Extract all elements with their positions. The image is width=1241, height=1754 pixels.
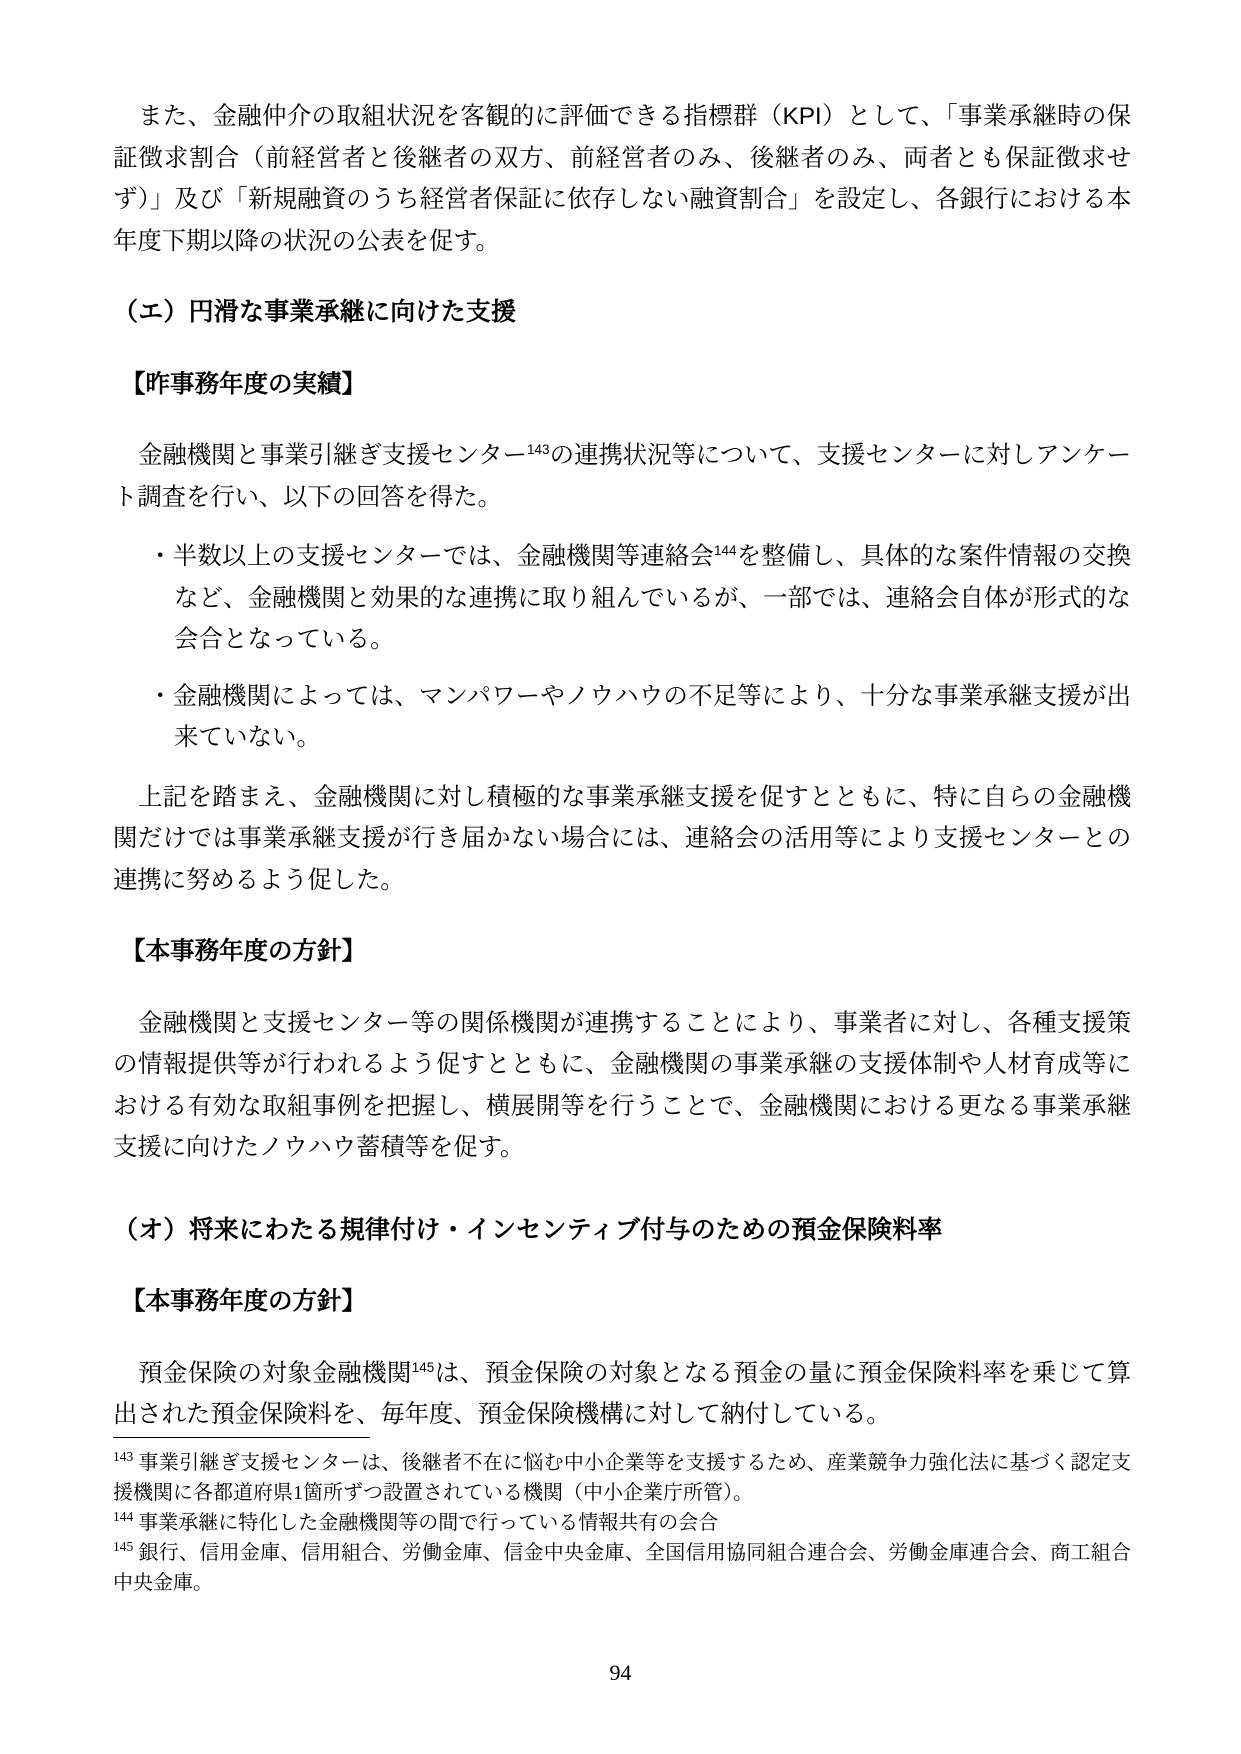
footnote-143 bbox=[113, 1448, 1131, 1508]
bullet-text-before-footnote: ・半数以上の支援センターでは、金融機関等連絡会 bbox=[148, 543, 715, 570]
paragraph-text-after-footnote: の連携状況等について、支援センターに対しアンケート調査を行い、以下の回答を得た。 bbox=[113, 442, 1131, 511]
paragraph-text-after-footnote: は、預金保険の対象となる預金の量に預金保険料率を乗じて算出された預金保険料を、毎年度、預金保険機構に対して納付している。 bbox=[113, 1359, 1131, 1428]
spacer bbox=[113, 973, 1131, 1003]
spacer bbox=[113, 661, 1131, 676]
section-heading-o: （オ）将来にわたる規律付け・インセンティブ付与のための預金保険料率 bbox=[113, 1215, 943, 1244]
footnote-145 bbox=[113, 1538, 1131, 1598]
footnote-number: 144 bbox=[113, 1509, 134, 1525]
spacer bbox=[113, 1323, 1131, 1353]
main-text-column bbox=[113, 96, 1131, 1436]
spacer bbox=[113, 901, 1131, 931]
bullet-list bbox=[113, 536, 1131, 759]
footnote-text: 事業承継に特化した金融機関等の間で行っている情報共有の会合 bbox=[138, 1512, 719, 1534]
current-year-paragraph-o bbox=[113, 1353, 1131, 1436]
spacer bbox=[113, 1251, 1131, 1281]
intro-paragraph: また、金融仲介の取組状況を客観的に評価できる指標群（KPI）として、「事業承継時の保証徴求割合（前経営者と後継者の双方、前経営者のみ、後継者のみ、両者とも保証徴求せず）」及び「新規融資のうち経営者保証に依存しない融資割合」を設定し、各銀行における本年度下期以降の状況の公表を促す。 bbox=[113, 103, 1131, 255]
spacer bbox=[113, 405, 1131, 435]
spacer bbox=[113, 262, 1131, 292]
paragraph-text-before-footnote: 預金保険の対象金融機関 bbox=[138, 1359, 412, 1387]
footnote-ref-145[interactable]: 145 bbox=[411, 1359, 435, 1375]
paragraph-text-before-footnote: 金融機関と事業引継ぎ支援センター bbox=[138, 442, 527, 469]
subheading-current-year-policy-e: 【本事務年度の方針】 bbox=[121, 938, 366, 965]
footnote-section bbox=[113, 1437, 1131, 1598]
footnote-separator-rule bbox=[113, 1437, 370, 1438]
bullet-text-after-footnote: を整備し、具体的な案件情報の交換など、金融機関と効果的な連携に取り組んでいるが、一部では、連絡会自体が形式的な会合となっている。 bbox=[174, 543, 1131, 653]
footnote-number: 143 bbox=[113, 1449, 134, 1465]
spacer bbox=[113, 759, 1131, 777]
footnote-text: 事業引継ぎ支援センターは、後継者不在に悩む中小企業等を支援するため、産業競争力強化法に基づく認定支援機関に各都道府県1箇所ずつ設置されている機関（中小企業庁所管）。 bbox=[113, 1452, 1131, 1504]
list-item bbox=[113, 536, 1131, 661]
bullet-text: ・金融機関によっては、マンパワーやノウハウの不足等により、十分な事業承継支援が出来ていない。 bbox=[148, 682, 1131, 751]
spacer bbox=[113, 518, 1131, 536]
page-number: 94 bbox=[609, 1660, 632, 1685]
footnote-ref-144[interactable]: 144 bbox=[714, 542, 737, 558]
current-year-paragraph-e: 金融機関と支援センター等の関係機関が連携することにより、事業者に対し、各種支援策の情報提供等が行われるよう促すとともに、金融機関の事業承継の支援体制や人材育成等における有効な取組事例を把握し、横展開等を行うことで、金融機関における更なる事業承継支援に向けたノウハウ蓄積等を促す。 bbox=[113, 1009, 1131, 1161]
subheading-past-year-results: 【昨事務年度の実績】 bbox=[121, 370, 366, 398]
past-year-paragraph-2: 上記を踏まえ、金融機関に対し積極的な事業承継支援を促すとともに、特に自らの金融機関だけでは事業承継支援が行き届かない場合には、連絡会の活用等により支援センターとの連携に努めるよう促した。 bbox=[113, 783, 1131, 894]
subheading-current-year-policy-o: 【本事務年度の方針】 bbox=[121, 1288, 366, 1315]
footnote-144 bbox=[113, 1508, 1131, 1538]
past-year-paragraph-1 bbox=[113, 435, 1131, 518]
footnote-number: 145 bbox=[113, 1539, 134, 1555]
list-item bbox=[113, 676, 1131, 759]
section-heading-e: （エ）円滑な事業承継に向けた支援 bbox=[113, 298, 517, 326]
spacer bbox=[113, 1169, 1131, 1210]
spacer bbox=[113, 334, 1131, 364]
footnote-ref-143[interactable]: 143 bbox=[526, 441, 550, 457]
footnote-text: 銀行、信用金庫、信用組合、労働金庫、信金中央金庫、全国信用協同組合連合会、労働金庫連合会、商工組合中央金庫。 bbox=[113, 1542, 1131, 1594]
